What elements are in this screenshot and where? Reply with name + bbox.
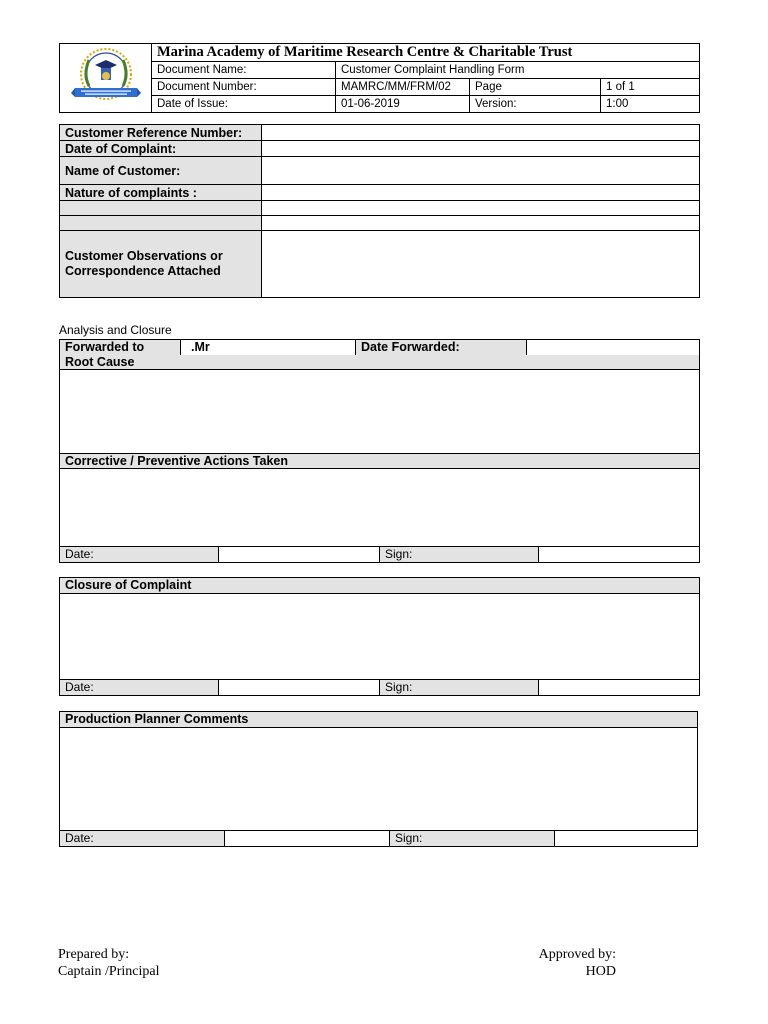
forwarded-to-field[interactable]: .Mr (181, 340, 356, 355)
analysis-sign-label: Sign: (380, 547, 539, 562)
closure-date-field[interactable] (219, 680, 380, 695)
org-name: Marina Academy of Maritime Research Centre & Charitable Trust (152, 44, 700, 62)
forwarded-to-label: Forwarded to (60, 340, 181, 355)
issue-date-label: Date of Issue: (152, 96, 336, 113)
page-label: Page (470, 79, 601, 96)
date-forwarded-field[interactable] (527, 340, 699, 355)
approved-by-block (530, 946, 616, 980)
version-value: 1:00 (601, 96, 700, 113)
blank-label-cell (60, 201, 262, 216)
academy-seal-icon (71, 46, 141, 108)
closure-title: Closure of Complaint (60, 578, 699, 594)
analysis-date-field[interactable] (219, 547, 380, 562)
closure-date-sign-row (60, 679, 699, 695)
analysis-frame (59, 339, 700, 563)
observations-label-line1: Customer Observations or (65, 249, 223, 263)
planner-frame (59, 711, 698, 847)
doc-number-value: MAMRC/MM/FRM/02 (336, 79, 470, 96)
prepared-by-label: Prepared by: (58, 947, 130, 962)
closure-date-label: Date: (60, 680, 219, 695)
complaint-date-label: Date of Complaint: (60, 141, 262, 157)
closure-sign-field[interactable] (539, 680, 699, 695)
version-label: Version: (470, 96, 601, 113)
analysis-date-sign-row (60, 546, 699, 562)
closure-frame (59, 577, 700, 696)
closure-sign-label: Sign: (380, 680, 539, 695)
analysis-section-title: Analysis and Closure (59, 323, 172, 337)
customer-details-table (59, 124, 700, 298)
corrective-actions-field[interactable] (60, 469, 699, 548)
observations-label (60, 231, 262, 298)
corrective-actions-label: Corrective / Preventive Actions Taken (60, 453, 699, 469)
customer-ref-field[interactable] (262, 125, 700, 141)
nature-of-complaints-field[interactable] (262, 185, 700, 201)
customer-name-field[interactable] (262, 157, 700, 185)
planner-comments-field[interactable] (60, 728, 697, 832)
forwarded-row (60, 340, 699, 356)
closure-field[interactable] (60, 594, 699, 681)
approved-by-label: Approved by: (538, 947, 616, 962)
customer-name-label: Name of Customer: (60, 157, 262, 185)
blank-label-cell (60, 216, 262, 231)
issue-date-value: 01-06-2019 (336, 96, 470, 113)
root-cause-field[interactable] (60, 370, 699, 453)
complaint-extra-field-1[interactable] (262, 201, 700, 216)
observations-field[interactable] (262, 231, 700, 298)
planner-comments-title: Production Planner Comments (60, 712, 697, 728)
planner-sign-label: Sign: (390, 831, 555, 846)
customer-ref-label: Customer Reference Number: (60, 125, 262, 141)
planner-sign-field[interactable] (555, 831, 697, 846)
planner-date-sign-row (60, 830, 697, 846)
doc-name-value: Customer Complaint Handling Form (336, 62, 700, 79)
prepared-by-block (58, 946, 159, 980)
prepared-by-role: Captain /Principal (58, 964, 160, 979)
planner-date-field[interactable] (225, 831, 390, 846)
complaint-date-field[interactable] (262, 141, 700, 157)
analysis-sign-field[interactable] (539, 547, 699, 562)
observations-label-line2: Correspondence Attached (65, 264, 221, 278)
nature-of-complaints-label: Nature of complaints : (60, 185, 262, 201)
academy-logo (60, 44, 152, 113)
approved-by-role: HOD (585, 964, 616, 979)
doc-number-label: Document Number: (152, 79, 336, 96)
complaint-extra-field-2[interactable] (262, 216, 700, 231)
analysis-date-label: Date: (60, 547, 219, 562)
page-value: 1 of 1 (601, 79, 700, 96)
date-forwarded-label: Date Forwarded: (356, 340, 527, 355)
document-header (59, 43, 700, 113)
doc-name-label: Document Name: (152, 62, 336, 79)
planner-date-label: Date: (60, 831, 225, 846)
root-cause-label: Root Cause (60, 355, 699, 370)
